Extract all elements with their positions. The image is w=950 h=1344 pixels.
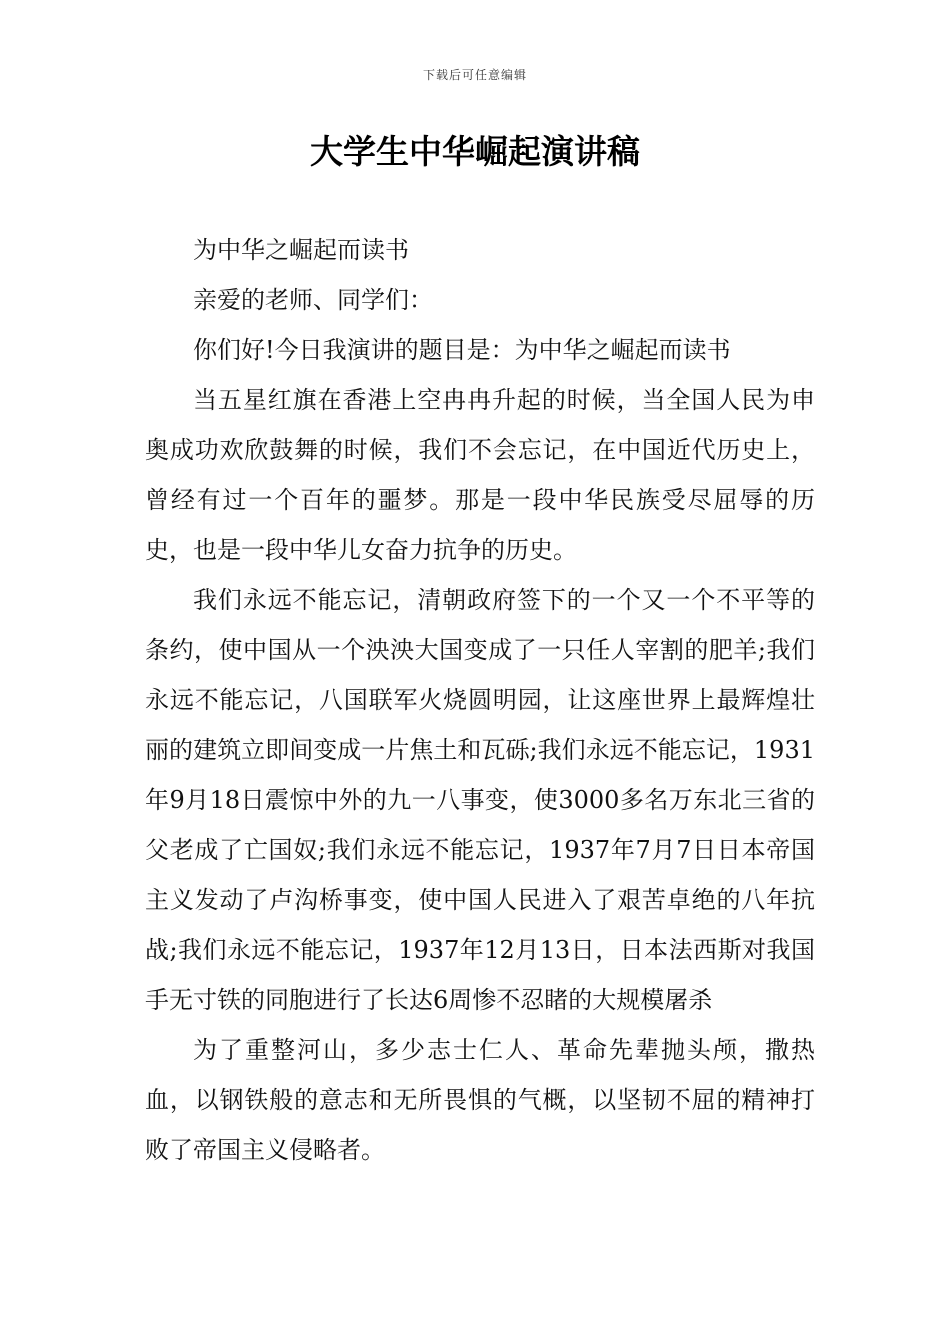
header-note: 下载后可任意编辑 xyxy=(422,68,527,82)
paragraph-body-3: 为了重整河山，多少志士仁人、革命先辈抛头颅，撒热血，以钢铁般的意志和无所畏惧的气概，以坚韧不屈的精神打败了帝国主义侵略者。 xyxy=(145,1036,815,1164)
document-body xyxy=(145,225,815,1175)
paragraph-body-2: 我们永远不能忘记，清朝政府签下的一个又一个不平等的条约，使中国从一个泱泱大国变成了一只任人宰割的肥羊;我们永远不能忘记，八国联军火烧圆明园，让这座世界上最辉煌壮丽的建筑立即间变成一片焦土和瓦砾;我们永远不能忘记，1931年9月18日震惊中外的九一八事变，使3000多名万东北三省的父老成了亡国奴;我们永远不能忘记，1937年7月7日日本帝国主义发动了卢沟桥事变，使中国人民进入了艰苦卓绝的八年抗战;我们永远不能忘记，1937年12月13日，日本法西斯对我国手无寸铁的同胞进行了长达6周惨不忍睹的大规模屠杀 xyxy=(145,586,815,1014)
paragraph-greeting: 你们好!今日我演讲的题目是：为中华之崛起而读书 xyxy=(193,336,731,364)
paragraph-speech-topic: 为中华之崛起而读书 xyxy=(193,236,409,264)
paragraph-salutation: 亲爱的老师、同学们： xyxy=(193,286,433,314)
document-title: 大学生中华崛起演讲稿 xyxy=(310,132,640,171)
paragraph-body-1: 当五星红旗在香港上空冉冉升起的时候，当全国人民为申奥成功欢欣鼓舞的时候，我们不会忘记，在中国近代历史上，曾经有过一个百年的噩梦。那是一段中华民族受尽屈辱的历史，也是一段中华儿女奋力抗争的历史。 xyxy=(145,386,815,564)
